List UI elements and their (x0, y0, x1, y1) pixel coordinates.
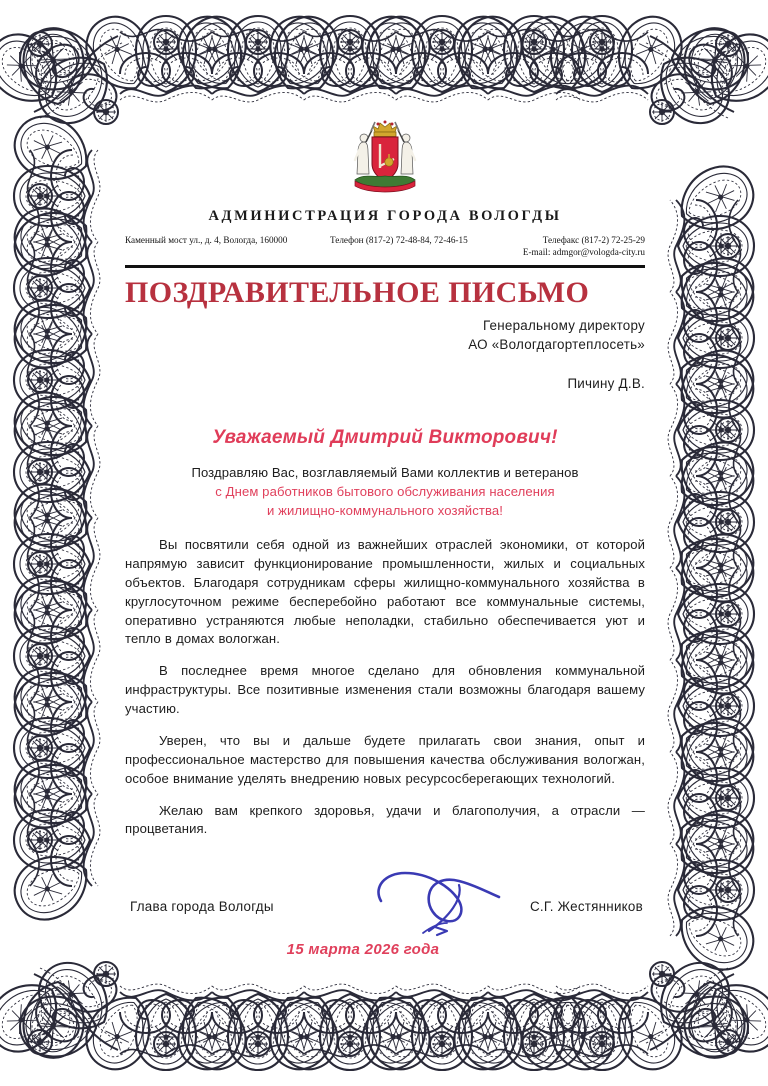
paragraph: В последнее время многое сделано для обновления коммунальной инфраструктуры. Все позитивные изменения стали возможны благодаря вашему участию. (125, 663, 645, 717)
emblem-container (125, 118, 645, 204)
addressee-organization: АО «Вологдагортеплосеть» (468, 336, 645, 352)
addressee-block (125, 316, 645, 354)
lace-right-edge (668, 156, 763, 981)
congratulation-line-1: Поздравляю Вас, возглавляемый Вами коллектив и ветеранов (191, 464, 579, 480)
salutation: Уважаемый Дмитрий Викторович! (212, 426, 558, 448)
signatory-role: Глава города Вологды (130, 899, 274, 915)
handwritten-signature-icon (363, 865, 513, 945)
letter-content (125, 118, 645, 963)
paragraph: Желаю вам крепкого здоровья, удачи и благополучия, а отрасли — процветания. (125, 802, 645, 837)
organization-title: АДМИНИСТРАЦИЯ ГОРОДА ВОЛОГДЫ (208, 208, 562, 224)
coat-of-arms-vologda-icon (342, 118, 428, 202)
contact-address: Каменный мост ул., д. 4, Вологда, 160000 (125, 235, 288, 245)
contacts-block (125, 234, 645, 260)
contact-phone: Телефон (817-2) 72-48-84, 72-46-15 (330, 235, 468, 245)
paragraph: Вы посвятили себя одной из важнейших отраслей экономики, от которой напрямую зависит функционирование промышленности, жилых и социальных объектов. Благодаря сотрудникам сферы жилищно-коммунального хозяйства в круглосуточном режиме бесперебойно работают все коммунальные системы, оперативно устраняются любые неполадки, стабильно обеспечивается уют и тепло в домах вологжан. (125, 537, 645, 647)
body-text (125, 536, 645, 839)
congratulation-block (125, 463, 645, 520)
lace-corner-top-left (0, 22, 124, 136)
congratulation-line-2: с Днем работников бытового обслуживания населения (215, 483, 555, 499)
letter-date: 15 марта 2026 года (286, 941, 440, 959)
header-divider (125, 265, 645, 268)
lace-corner-bottom-right (644, 950, 768, 1064)
lace-left-edge (5, 106, 100, 931)
lace-corner-bottom-left (0, 950, 124, 1064)
page-title: ПОЗДРАВИТЕЛЬНОЕ ПИСЬМО (125, 276, 590, 309)
signature-block (125, 873, 645, 937)
crown (373, 121, 397, 137)
addressee-position: Генеральному директору (482, 317, 645, 333)
lace-top-edge (76, 7, 693, 102)
lace-bottom-edge (76, 984, 693, 1079)
shield (372, 137, 398, 182)
lace-corner-top-right (644, 22, 768, 136)
contact-fax: Телефакс (817-2) 72-25-29 (542, 235, 645, 245)
signatory-name: С.Г. Жестянников (529, 899, 643, 915)
addressee-name: Пичину Д.В. (567, 375, 645, 391)
congratulation-line-3: и жилищно-коммунального хозяйства! (267, 503, 503, 519)
paragraph: Уверен, что вы и дальше будете прилагать свои знания, опыт и профессиональное мастерство для повышения качества обслуживания вологжан, особое внимание уделять внедрению новых ресурсосберегающих технологий. (125, 732, 645, 786)
contact-email: E-mail: admgor@vologda-city.ru (522, 247, 645, 257)
